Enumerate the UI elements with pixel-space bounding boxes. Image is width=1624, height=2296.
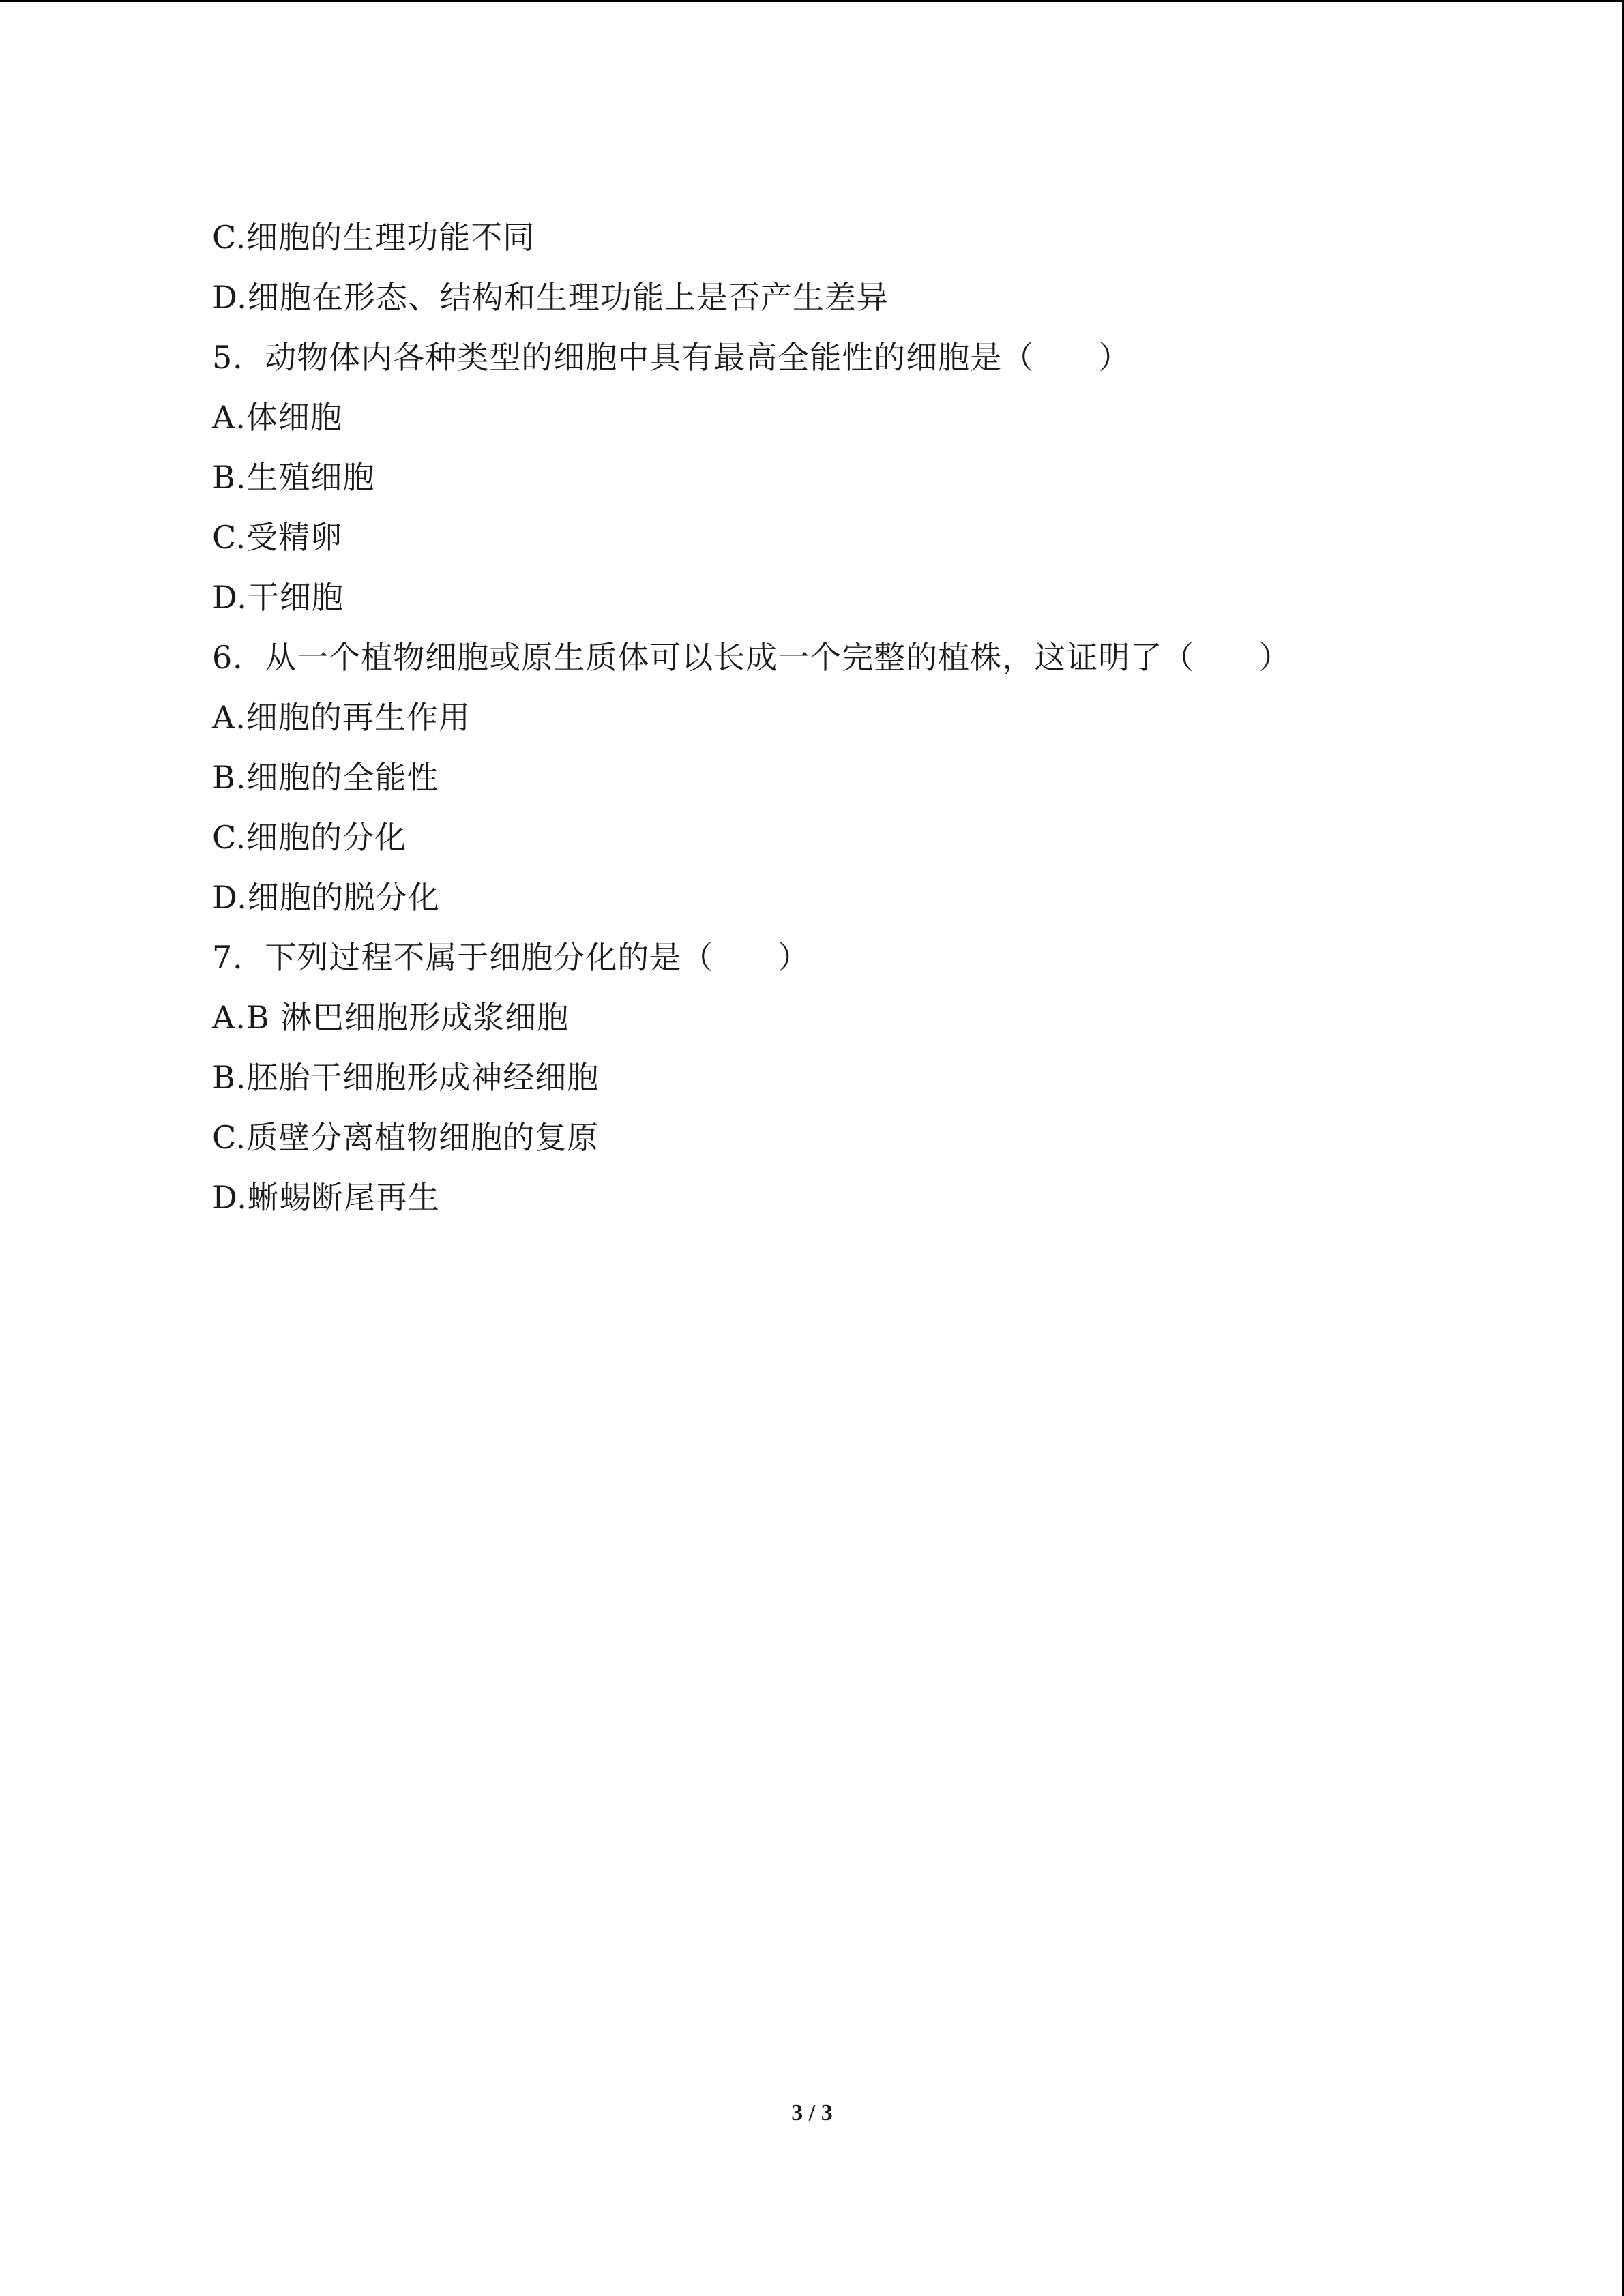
option-5b: B.生殖细胞 [212,459,375,496]
option-6b: B.细胞的全能性 [212,759,439,796]
option-7a: A.B 淋巴细胞形成浆细胞 [212,999,570,1036]
option-5d: D.干细胞 [212,579,344,616]
option-5c: C.受精卵 [212,519,343,556]
page-top-border [0,0,1624,2]
question-5: 5．动物体内各种类型的细胞中具有最高全能性的细胞是（ ） [212,339,1131,376]
document-body [212,207,1508,1227]
option-6a: A.细胞的再生作用 [212,699,471,736]
option-6d: D.细胞的脱分化 [212,879,440,916]
option-7c: C.质壁分离植物细胞的复原 [212,1119,600,1156]
option-5a: A.体细胞 [212,399,342,436]
option-6c: C.细胞的分化 [212,819,407,856]
page-number: 3 / 3 [791,2100,833,2126]
option-7d: D.蜥蜴断尾再生 [212,1179,440,1216]
question-7: 7．下列过程不属于细胞分化的是（ ） [212,939,810,976]
option-4d: D.细胞在形态、结构和生理功能上是否产生差异 [212,279,889,316]
option-7b: B.胚胎干细胞形成神经细胞 [212,1059,600,1096]
question-6: 6．从一个植物细胞或原生质体可以长成一个完整的植株，这证明了（ ） [212,639,1291,676]
option-4c: C.细胞的生理功能不同 [212,219,535,256]
